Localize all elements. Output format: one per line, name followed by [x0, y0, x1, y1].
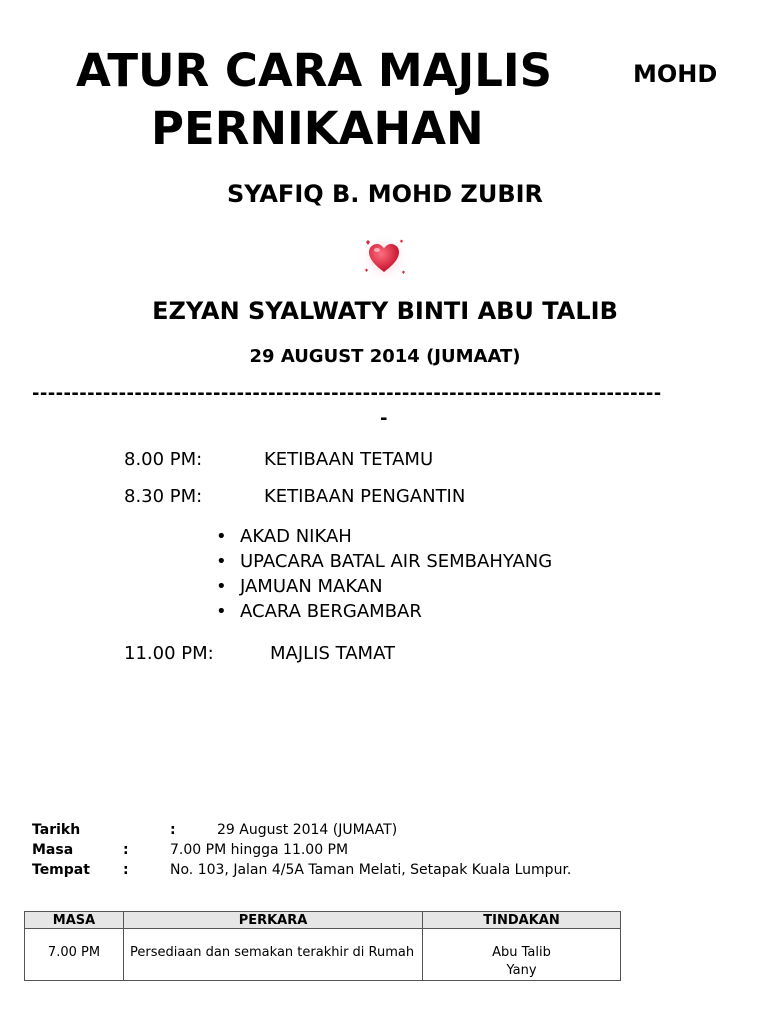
schedule-event: MAJLIS TAMAT — [270, 643, 395, 664]
list-item: • AKAD NIKAH — [216, 524, 552, 549]
table-header-row — [25, 912, 621, 929]
list-item: • UPACARA BATAL AIR SEMBAHYANG — [216, 549, 552, 574]
schedule-time: 8.30 PM: — [124, 486, 203, 507]
tindakan-name: Abu Talib — [492, 945, 551, 960]
tarikh-value: 29 August 2014 (JUMAAT) — [217, 822, 398, 838]
schedule-event: KETIBAAN TETAMU — [264, 449, 434, 470]
schedule-event: KETIBAAN PENGANTIN — [264, 486, 466, 507]
cell-masa: 7.00 PM — [25, 929, 124, 981]
list-item: • ACARA BERGAMBAR — [216, 599, 552, 624]
column-header-masa: MASA — [25, 912, 124, 929]
tarikh-label: Tarikh — [32, 822, 81, 838]
heart-icon — [358, 232, 410, 284]
schedule-table — [24, 911, 621, 981]
schedule-time: 8.00 PM: — [124, 449, 203, 470]
groom-name: SYAFIQ B. MOHD ZUBIR — [226, 180, 544, 208]
separator-tail: - — [380, 408, 388, 429]
masa-colon: : — [123, 842, 129, 858]
page-title-side: MOHD — [633, 60, 718, 88]
schedule-time: 11.00 PM: — [124, 643, 214, 664]
separator-line: -------------------------------------------------------------------------------- — [32, 383, 662, 404]
event-date: 29 AUGUST 2014 (JUMAAT) — [249, 346, 521, 367]
page-title-line1: ATUR CARA MAJLIS — [76, 44, 553, 97]
sub-event-list — [216, 524, 552, 624]
tempat-colon: : — [123, 862, 129, 878]
tarikh-colon: : — [170, 822, 176, 838]
bride-name: EZYAN SYALWATY BINTI ABU TALIB — [152, 297, 618, 325]
tindakan-name: Yany — [506, 963, 537, 978]
tempat-value: No. 103, Jalan 4/5A Taman Melati, Setapak Kuala Lumpur. — [170, 862, 572, 878]
cell-perkara — [124, 929, 423, 981]
table-row — [25, 929, 621, 981]
list-item: • JAMUAN MAKAN — [216, 574, 552, 599]
masa-label: Masa — [32, 842, 74, 858]
cell-tindakan — [423, 929, 621, 981]
cell-perkara-text: Persediaan dan semakan terakhir di Rumah — [130, 945, 415, 960]
masa-value: 7.00 PM hingga 11.00 PM — [170, 842, 349, 858]
column-header-tindakan: TINDAKAN — [423, 912, 621, 929]
column-header-perkara: PERKARA — [124, 912, 423, 929]
page-title-line2: PERNIKAHAN — [151, 102, 484, 155]
tempat-label: Tempat — [32, 862, 90, 878]
